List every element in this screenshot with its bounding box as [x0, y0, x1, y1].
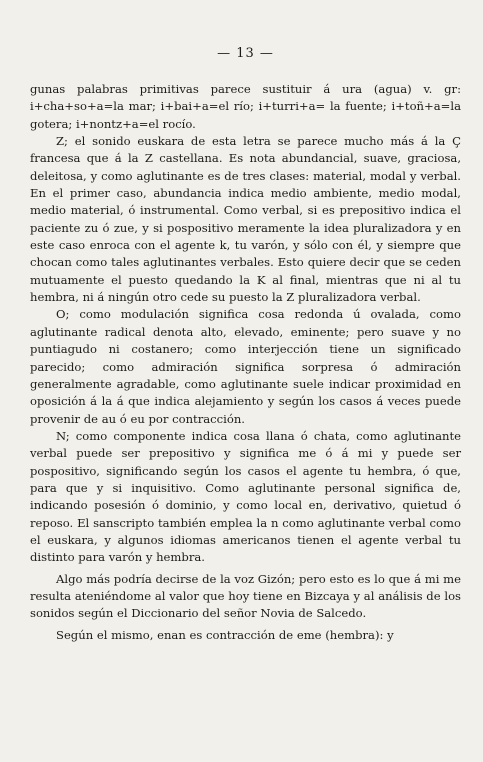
- body-text: [30, 81, 461, 644]
- paragraph-z: Z; el sonido euskara de esta letra se parece mucho más á la Ç francesa que á la Z castellana. Es nota abundancial, suave, graciosa, deleitosa, y como aglutinante es de tres clases: material, modal y verbal. En el primer caso, abundancia indica medio ambiente, medio modal, medio material, ó instrumental. Como verbal, si es prepositivo indica el paciente zu ó zue, y si pospositivo meramente la idea pluralizadora y en este caso enroca con el agente k, tu varón, y sólo con él, y siempre que chocan como tales aglutinantes verbales. Esto quiere decir que se ceden mutuamente el puesto quedando la K al final, mientras que ni al tu hembra, ni á ningún otro cede su puesto la Z pluralizadora verbal.: [30, 134, 461, 305]
- paragraph-o: O; como modulación significa cosa redonda ú ovalada, como aglutinante radical denota alto, elevado, eminente; pero suave y no puntiagudo ni costanero; como interjección tiene un significado parecido; como admiración significa sorpresa ó admiración generalmente agradable, como aglutinante suele indicar proximidad en oposición á la á que indica alejamiento y según los casos á veces puede provenir de au ó eu por contracción.: [30, 307, 461, 426]
- paragraph-continuation: gunas palabras primitivas parece sustituir á ura (agua) v. gr: i+cha+so+a=la mar; i+bai+a=el río; i+turri+a= la fuente; i+toñ+a=la gotera; i+nontz+a=el rocío.: [30, 82, 461, 131]
- paragraph-enan: Según el mismo, enan es contracción de eme (hembra): y: [56, 627, 394, 642]
- paragraph-gizon: Algo más podría decirse de la voz Gizón; pero esto es lo que á mi me resulta ateniéndome al valor que hoy tiene en Bizcaya y al análisis de los sonidos según el Diccionario del señor Novia de Salcedo.: [30, 571, 461, 621]
- paragraph-n: N; como componente indica cosa llana ó chata, como aglutinante verbal puede ser prepositivo y significa me ó á mi y puede ser pospositivo, significando según los casos el agente tu hembra, ó que, para que y si inquisitivo. Como aglutinante personal significa de, indicando posesión ó dominio, y como local en, derivativo, quietud ó reposo. El sanscripto también emplea la n como aglutinante verbal como el euskara, y algunos idiomas americanos tienen el agente verbal tu distinto para varón y hembra.: [30, 428, 461, 565]
- page-number: — 13 —: [217, 46, 274, 61]
